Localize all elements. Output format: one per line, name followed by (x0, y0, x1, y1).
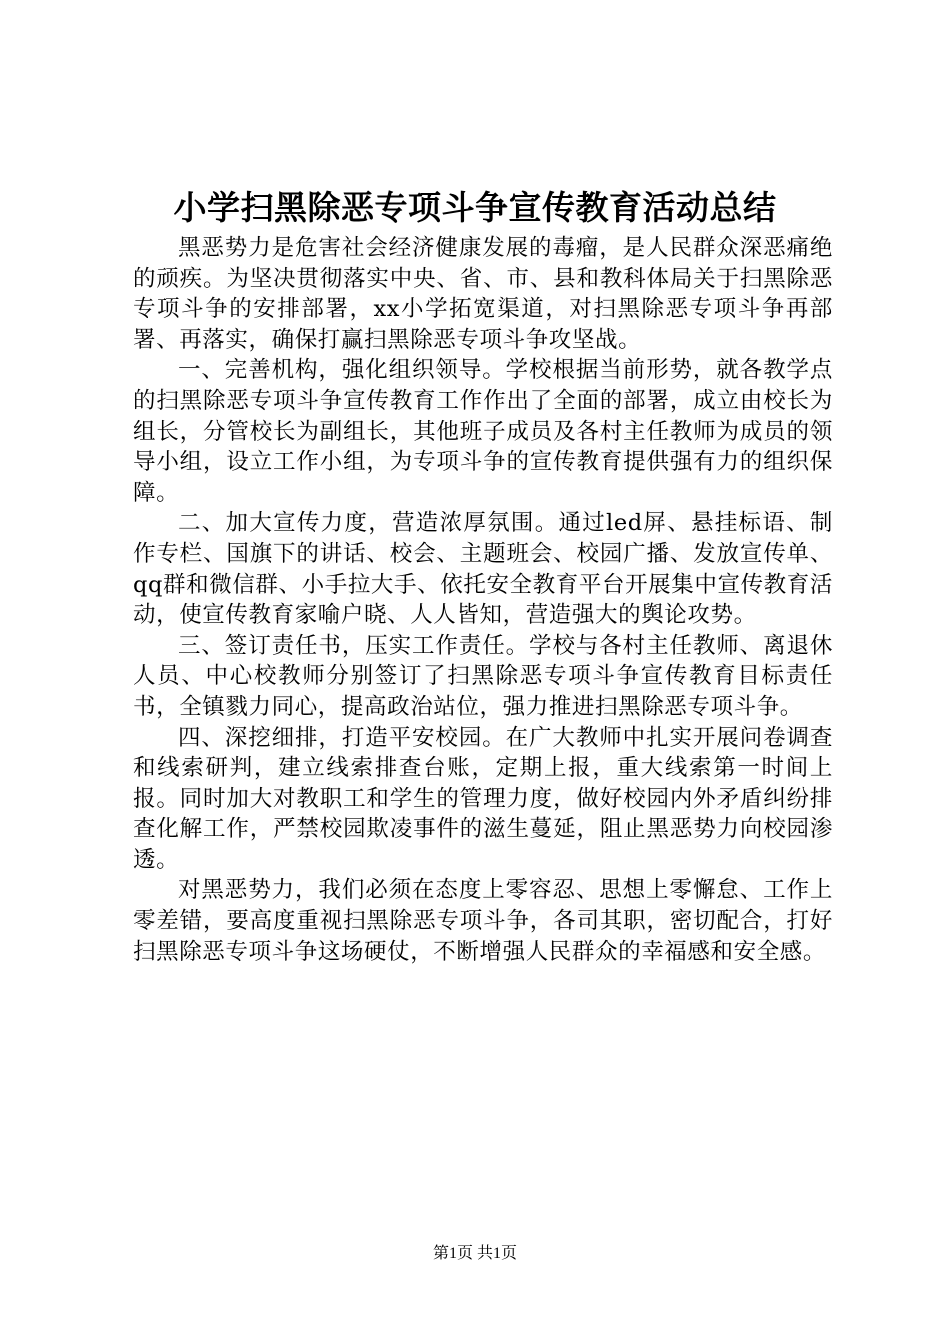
paragraph-section-2: 二、加大宣传力度，营造浓厚氛围。通过led屏、悬挂标语、制作专栏、国旗下的讲话、校会、主题班会、校园广播、发放宣传单、qq群和微信群、小手拉大手、依托安全教育平台开展集中宣传教育活动，使宣传教育家喻户晓、人人皆知，营造强大的舆论攻势。 (133, 510, 833, 629)
paragraph-section-1: 一、完善机构，强化组织领导。学校根据当前形势，就各教学点的扫黑除恶专项斗争宣传教育工作作出了全面的部署，成立由校长为组长，分管校长为副组长，其他班子成员及各村主任教师为成员的领导小组，设立工作小组，为专项斗争的宣传教育提供强有力的组织保障。 (133, 357, 833, 506)
paragraph-intro: 黑恶势力是危害社会经济健康发展的毒瘤，是人民群众深恶痛绝的顽疾。为坚决贯彻落实中央、省、市、县和教科体局关于扫黑除恶专项斗争的安排部署，xx小学拓宽渠道，对扫黑除恶专项斗争再部署、再落实，确保打赢扫黑除恶专项斗争攻坚战。 (133, 235, 833, 353)
page-footer: 第1页 共1页 (432, 1245, 517, 1262)
paragraph-section-4: 四、深挖细排，打造平安校园。在广大教师中扎实开展问卷调查和线索研判，建立线索排查台账，定期上报，重大线索第一时间上报。同时加大对教职工和学生的管理力度，做好校园内外矛盾纠纷排查化解工作，严禁校园欺凌事件的滋生蔓延，阻止黑恶势力向校园渗透。 (133, 724, 833, 873)
paragraph-section-3: 三、签订责任书，压实工作责任。学校与各村主任教师、离退休人员、中心校教师分别签订了扫黑除恶专项斗争宣传教育目标责任书，全镇戮力同心，提高政治站位，强力推进扫黑除恶专项斗争。 (133, 632, 833, 720)
paragraph-conclusion: 对黑恶势力，我们必须在态度上零容忍、思想上零懈怠、工作上零差错，要高度重视扫黑除恶专项斗争，各司其职，密切配合，打好扫黑除恶专项斗争这场硬仗，不断增强人民群众的幸福感和安全感。 (133, 877, 833, 965)
document-body (133, 233, 833, 967)
document-title: 小学扫黑除恶专项斗争宣传教育活动总结 (173, 188, 777, 227)
